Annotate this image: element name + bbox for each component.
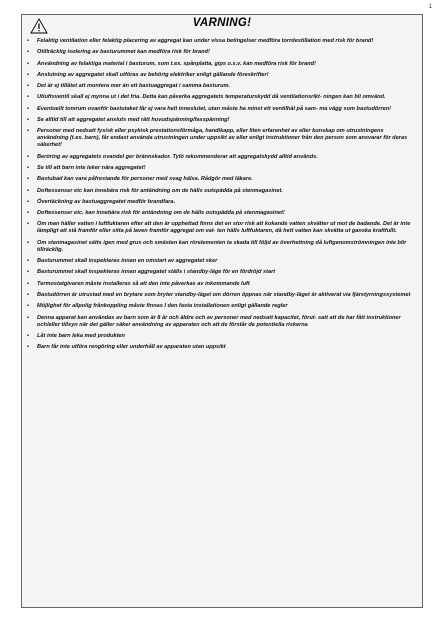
warning-item [22, 258, 416, 265]
warning-item [22, 281, 416, 288]
warning-title: VARNING! [192, 17, 252, 29]
warning-item [22, 199, 416, 206]
warning-item-text: Beröring av aggregatets ovandel ger brännskador. Tylö rekommenderar att aggregatskydd alltid används. [37, 153, 318, 160]
warning-header [22, 15, 422, 38]
bullet-icon: • [27, 117, 29, 124]
warning-item-text: Övertäckning av bastuaggregatet medför brandfara. [37, 198, 176, 205]
warning-item-text: Basturummet skall inspekteras innan aggregatet ställs i standby-läge för en fördröjd start [37, 269, 276, 276]
bullet-icon: • [27, 314, 29, 321]
page-number: 1 [428, 4, 432, 10]
warning-item [22, 269, 416, 276]
warning-item-text: Barn får inte utföra rengöring eller underhåll av apparaten utan uppsikt [37, 344, 226, 351]
bullet-icon: • [27, 239, 29, 246]
bullet-icon: • [27, 344, 29, 351]
warning-item [22, 61, 416, 68]
warning-item [22, 49, 416, 56]
bullet-icon: • [27, 303, 29, 310]
warning-item [22, 83, 416, 90]
warning-item [22, 303, 416, 310]
bullet-icon: • [27, 128, 29, 135]
bullet-icon: • [27, 269, 29, 276]
warning-item-text: Otillräcklig isolering av basturummet kan medföra risk för brand! [37, 49, 210, 56]
warning-item-text: Doftessenser etc. kan innebära risk för antändning om de hälls outspädda på stenmagasinet! [37, 210, 285, 217]
warning-item-text: Se till att barn inte leker nära aggregatet! [37, 164, 146, 171]
warning-item-text: Bastubad kan vara påfrestande för personer med svag hälsa. Rådgör med läkare. [37, 176, 253, 183]
warning-item-text: Det är ej tillåtet att montera mer än ett bastuaggregat i samma basturum. [37, 83, 231, 90]
bullet-icon: • [27, 83, 29, 90]
bullet-icon: • [27, 164, 29, 171]
warning-item-text: Anslutning av aggregatet skall utföras av behörig elektriker enligt gällande föreskrifter! [37, 71, 269, 78]
bullet-icon: • [27, 291, 29, 298]
warning-item [22, 165, 416, 172]
bullet-icon: • [27, 38, 29, 44]
warning-item-text: Basturummet skall inspekteras innan en omstart av aggregatet sker [37, 258, 218, 265]
warning-item-text: Låt inte barn leka med produkten [37, 332, 125, 339]
bullet-icon: • [27, 187, 29, 194]
warning-item-text: Se alltid till att aggregatet ansluts med rätt huvudspänning/fasspänning! [37, 117, 230, 124]
bullet-icon: • [27, 176, 29, 183]
bullet-icon: • [27, 60, 29, 67]
bullet-icon: • [27, 280, 29, 287]
warning-item [22, 72, 416, 79]
warning-item [22, 315, 416, 329]
warning-item [22, 344, 416, 351]
warning-item [22, 240, 416, 254]
bullet-icon: • [27, 258, 29, 265]
warning-item-text: Doftessenser etc kan innebära risk för antändning om de hälls outspädda på stenmagasinet. [37, 187, 283, 194]
warning-item-text: Om man häller vatten i luftfuktaren efter att den är upphettad finns det en stor risk att kokande vatten skvätter ut mot de badande. Det är inte lämpligt att stå framför eller sitta på laven framför aggregat om vat- ten hälls luftfuktaren, då hett vatten kan skvätta ut ganska kraftfullt. [37, 221, 411, 235]
warning-item-text: Eventuellt tomrum ovanför bastutaket får ej vara helt inneslutet, utan måste ha minst ett ventilhål på sam- ma vägg som bastudörren! [37, 105, 392, 112]
warning-item-text: Personer med nedsatt fysisk eller psykisk prestationsförmåga, handikapp, eller liten erfarenhet av eller kunskap om utrustningens användning (t.ex. barn), får endast använda utrustningen under uppsikt av eller enligt instruktioner från den person som ansvarar för deras säkerhet! [37, 128, 408, 149]
warning-item-text: Användning av felaktiga material i basturum, som t.ex. spånplatta, gips o.s.v. kan medföra risk för brand! [37, 60, 316, 67]
warning-item-text: Möjlighet för allpolig frånkoppling måste finnas I den fasta installationen enligt gällande regler [37, 303, 288, 310]
warning-item [22, 176, 416, 183]
bullet-icon: • [27, 94, 29, 101]
bullet-icon: • [27, 153, 29, 160]
warning-item-text: Termostatgivaren måste installeras så att den inte påverkas av inkommande luft [37, 280, 250, 287]
warning-item [22, 128, 416, 149]
warning-item-text: Denna apparat kan användas av barn som är 8 år och äldre och av personer med nedsatt kapacitet, förut- satt att de har fått instruktioner och/eller tillsyn när det gäller säker användning av apparaten och att de förstår de potentiella riskerna [37, 314, 401, 328]
warning-item [22, 94, 416, 101]
bullet-icon: • [27, 221, 29, 228]
bullet-icon: • [27, 105, 29, 112]
bullet-icon: • [27, 71, 29, 78]
bullet-icon: • [27, 49, 29, 56]
warning-item [22, 210, 416, 217]
warning-item [22, 333, 416, 340]
warning-item [22, 154, 416, 161]
bullet-icon: • [27, 210, 29, 217]
bullet-icon: • [27, 198, 29, 205]
warning-item [22, 117, 416, 124]
warning-list [22, 38, 422, 351]
warning-item-text: Felaktig ventilation eller felaktig placering av aggregat kan under vissa betingelser medföra torrdestillation med risk för brand! [37, 38, 374, 44]
warning-item-text: Bastudörren är utrustad med en brytare som bryter standby-läget om dörren öppnas när standby-läget är aktiverat via fjärstyrningssystemet [37, 291, 411, 298]
warning-item [22, 106, 416, 113]
warning-item-text: Om stenmagasinet sätts igen med grus och smästen kan rörelementen ta skada till följd av överhettning då luftgenomströmningen inte blir tillräcklig. [37, 239, 407, 253]
warning-item [22, 221, 416, 235]
warning-item-text: Utluftsventil skall ej mynna ut i det fria. Detta kan påverka aggregatets temperaturskydd då ventilationsrikt- ningen kan bli omvänd. [37, 94, 386, 101]
warning-box [21, 14, 423, 608]
warning-item [22, 292, 416, 299]
bullet-icon: • [27, 332, 29, 339]
warning-item [22, 188, 416, 195]
warning-item [22, 38, 416, 45]
